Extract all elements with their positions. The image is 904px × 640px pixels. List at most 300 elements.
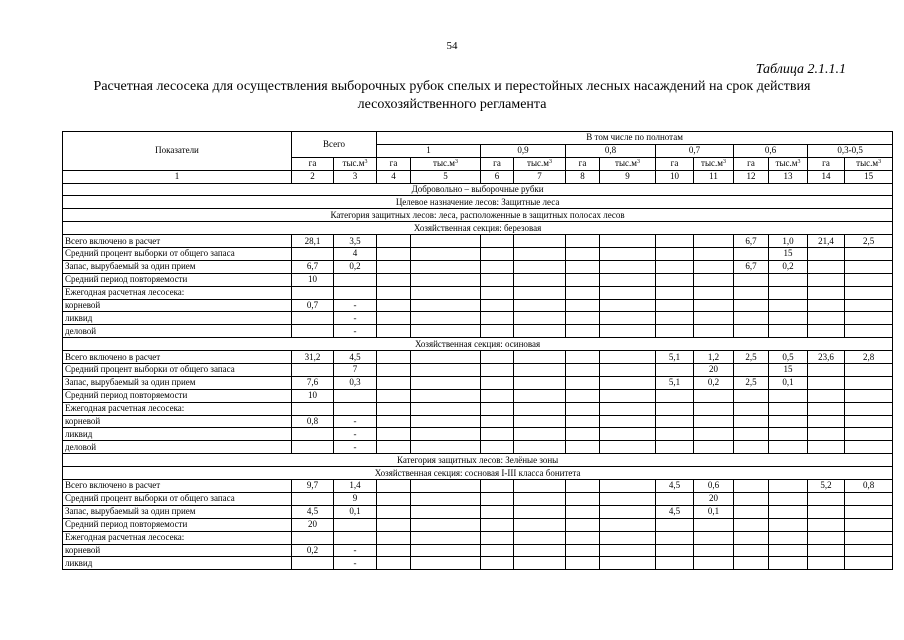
table-cell bbox=[566, 235, 600, 248]
table-cell bbox=[411, 415, 481, 428]
table-cell bbox=[694, 235, 734, 248]
table-cell bbox=[411, 505, 481, 518]
table-cell bbox=[514, 273, 566, 286]
table-cell bbox=[481, 415, 514, 428]
unit-volume-exponent: 3 bbox=[797, 159, 801, 166]
table-cell bbox=[292, 531, 334, 544]
table-cell bbox=[377, 492, 411, 505]
table-cell bbox=[566, 325, 600, 338]
table-cell: 5,2 bbox=[808, 480, 845, 493]
table-cell bbox=[514, 260, 566, 273]
table-row bbox=[63, 441, 893, 454]
header-unit-volume bbox=[514, 157, 566, 170]
table-cell: 3,5 bbox=[334, 235, 377, 248]
table-cell bbox=[656, 518, 694, 531]
header-unit-ha: га bbox=[292, 157, 334, 170]
header-unit-ha: га bbox=[808, 157, 845, 170]
table-cell bbox=[734, 312, 769, 325]
table-cell bbox=[481, 248, 514, 261]
table-cell: - bbox=[334, 312, 377, 325]
table-cell bbox=[514, 480, 566, 493]
header-unit-volume bbox=[769, 157, 808, 170]
table-cell bbox=[411, 248, 481, 261]
table-cell bbox=[566, 312, 600, 325]
table-cell: - bbox=[334, 415, 377, 428]
table-cell bbox=[734, 492, 769, 505]
table-cell bbox=[411, 325, 481, 338]
table-cell bbox=[566, 402, 600, 415]
table-cell bbox=[656, 544, 694, 557]
section-row bbox=[63, 222, 893, 235]
row-label: деловой bbox=[63, 325, 292, 338]
row-label: Всего включено в расчет bbox=[63, 235, 292, 248]
header-unit-volume bbox=[845, 157, 893, 170]
table-cell bbox=[808, 531, 845, 544]
table-cell bbox=[694, 518, 734, 531]
table-cell bbox=[377, 402, 411, 415]
row-label: Всего включено в расчет bbox=[63, 351, 292, 364]
table-cell: - bbox=[334, 441, 377, 454]
table-cell bbox=[377, 351, 411, 364]
table-cell bbox=[694, 402, 734, 415]
table-cell bbox=[600, 415, 656, 428]
table-cell: 9 bbox=[334, 492, 377, 505]
column-number: 12 bbox=[734, 170, 769, 183]
row-label: Всего включено в расчет bbox=[63, 480, 292, 493]
table-cell bbox=[600, 531, 656, 544]
table-cell bbox=[411, 518, 481, 531]
table-cell: 0,3 bbox=[334, 376, 377, 389]
table-cell bbox=[845, 544, 893, 557]
table-cell: 21,4 bbox=[808, 235, 845, 248]
table-cell bbox=[694, 531, 734, 544]
table-cell: 1,4 bbox=[334, 480, 377, 493]
row-label: ликвид bbox=[63, 557, 292, 570]
table-cell bbox=[600, 235, 656, 248]
table-cell bbox=[769, 441, 808, 454]
table-cell bbox=[808, 415, 845, 428]
table-cell bbox=[600, 376, 656, 389]
table-cell: 6,7 bbox=[734, 260, 769, 273]
table-cell: - bbox=[334, 544, 377, 557]
table-cell: 4,5 bbox=[656, 480, 694, 493]
table-cell bbox=[734, 518, 769, 531]
table-cell bbox=[377, 286, 411, 299]
table-cell bbox=[734, 402, 769, 415]
row-label: Ежегодная расчетная лесосека: bbox=[63, 531, 292, 544]
row-label: ликвид bbox=[63, 312, 292, 325]
header-density-2: 0,8 bbox=[566, 144, 656, 157]
table-cell bbox=[734, 273, 769, 286]
table-cell bbox=[566, 364, 600, 377]
table-cell bbox=[769, 557, 808, 570]
table-cell bbox=[377, 389, 411, 402]
table-cell bbox=[514, 415, 566, 428]
table-cell bbox=[734, 505, 769, 518]
table-cell bbox=[377, 544, 411, 557]
table-label: Таблица 2.1.1.1 bbox=[755, 62, 846, 77]
table-cell bbox=[481, 235, 514, 248]
table-cell: 2,8 bbox=[845, 351, 893, 364]
table-cell bbox=[734, 557, 769, 570]
header-unit-ha: га bbox=[656, 157, 694, 170]
table-cell bbox=[694, 557, 734, 570]
header-density-3: 0,7 bbox=[656, 144, 734, 157]
table-cell bbox=[481, 364, 514, 377]
table-row bbox=[63, 544, 893, 557]
table-cell bbox=[481, 389, 514, 402]
table-cell bbox=[514, 557, 566, 570]
table-cell bbox=[566, 441, 600, 454]
table-cell bbox=[514, 492, 566, 505]
table-cell: 0,1 bbox=[334, 505, 377, 518]
table-cell bbox=[694, 428, 734, 441]
table-cell bbox=[411, 441, 481, 454]
allowable-cut-table bbox=[62, 131, 893, 570]
section-row bbox=[63, 338, 893, 351]
row-label: корневой bbox=[63, 415, 292, 428]
table-cell bbox=[514, 248, 566, 261]
table-cell bbox=[845, 557, 893, 570]
table-cell bbox=[694, 273, 734, 286]
table-cell bbox=[481, 286, 514, 299]
table-cell bbox=[600, 325, 656, 338]
table-cell bbox=[481, 557, 514, 570]
table-cell bbox=[481, 299, 514, 312]
table-cell: 0,1 bbox=[694, 505, 734, 518]
table-cell bbox=[292, 312, 334, 325]
row-label: Ежегодная расчетная лесосека: bbox=[63, 286, 292, 299]
table-cell bbox=[845, 428, 893, 441]
table-cell bbox=[566, 428, 600, 441]
table-cell bbox=[334, 518, 377, 531]
table-cell bbox=[845, 364, 893, 377]
column-number: 10 bbox=[656, 170, 694, 183]
row-label: Средний период повторяемости bbox=[63, 389, 292, 402]
table-cell bbox=[377, 415, 411, 428]
table-cell bbox=[377, 557, 411, 570]
table-cell bbox=[656, 441, 694, 454]
row-label: Средний процент выборки от общего запаса bbox=[63, 364, 292, 377]
header-density-0: 1 bbox=[377, 144, 481, 157]
table-cell bbox=[769, 492, 808, 505]
table-cell bbox=[845, 286, 893, 299]
column-number: 15 bbox=[845, 170, 893, 183]
table-cell bbox=[656, 402, 694, 415]
table-row bbox=[63, 351, 893, 364]
table-cell bbox=[411, 428, 481, 441]
header-unit-volume bbox=[411, 157, 481, 170]
table-cell: 23,6 bbox=[808, 351, 845, 364]
table-cell: 5,1 bbox=[656, 376, 694, 389]
table-cell bbox=[734, 428, 769, 441]
table-cell bbox=[566, 299, 600, 312]
table-cell: - bbox=[334, 428, 377, 441]
table-cell: 2,5 bbox=[734, 376, 769, 389]
table-cell bbox=[734, 441, 769, 454]
table-cell bbox=[656, 325, 694, 338]
row-label: деловой bbox=[63, 441, 292, 454]
table-cell bbox=[769, 389, 808, 402]
table-cell bbox=[514, 376, 566, 389]
section-title: Хозяйственная секция: сосновая I-III класса бонитета bbox=[63, 467, 893, 480]
header-row-column-numbers bbox=[63, 170, 893, 183]
table-row bbox=[63, 428, 893, 441]
table-cell: 0,5 bbox=[769, 351, 808, 364]
table-row bbox=[63, 389, 893, 402]
table-cell bbox=[694, 389, 734, 402]
table-cell: 5,1 bbox=[656, 351, 694, 364]
table-cell bbox=[769, 325, 808, 338]
header-density-1: 0,9 bbox=[481, 144, 566, 157]
table-cell bbox=[845, 531, 893, 544]
table-cell bbox=[377, 299, 411, 312]
table-cell bbox=[411, 492, 481, 505]
table-title: Расчетная лесосека для осуществления выборочных рубок спелых и перестойных лесных насаждений на срок действия лесохозяйственного регламента bbox=[93, 79, 811, 112]
table-cell bbox=[808, 544, 845, 557]
table-cell bbox=[656, 364, 694, 377]
table-cell: 4,5 bbox=[292, 505, 334, 518]
table-cell: 4,5 bbox=[656, 505, 694, 518]
table-cell bbox=[377, 428, 411, 441]
table-cell bbox=[734, 544, 769, 557]
table-cell bbox=[481, 518, 514, 531]
column-number: 7 bbox=[514, 170, 566, 183]
table-cell bbox=[377, 325, 411, 338]
table-cell bbox=[694, 544, 734, 557]
section-row bbox=[63, 209, 893, 222]
table-cell: - bbox=[334, 557, 377, 570]
column-number: 9 bbox=[600, 170, 656, 183]
table-cell: 28,1 bbox=[292, 235, 334, 248]
table-cell bbox=[769, 402, 808, 415]
section-row bbox=[63, 454, 893, 467]
table-row bbox=[63, 235, 893, 248]
column-number: 14 bbox=[808, 170, 845, 183]
table-cell: 0,2 bbox=[694, 376, 734, 389]
table-cell bbox=[566, 260, 600, 273]
table-cell: 9,7 bbox=[292, 480, 334, 493]
table-cell: 4,5 bbox=[334, 351, 377, 364]
row-label: Запас, вырубаемый за один прием bbox=[63, 376, 292, 389]
table-cell bbox=[769, 428, 808, 441]
table-cell bbox=[656, 428, 694, 441]
table-cell bbox=[808, 492, 845, 505]
unit-volume-exponent: 3 bbox=[548, 159, 552, 166]
table-cell bbox=[656, 415, 694, 428]
table-cell bbox=[566, 273, 600, 286]
table-cell bbox=[600, 312, 656, 325]
table-row bbox=[63, 531, 893, 544]
table-cell bbox=[656, 492, 694, 505]
table-row bbox=[63, 415, 893, 428]
table-cell bbox=[514, 235, 566, 248]
table-cell bbox=[600, 273, 656, 286]
table-cell bbox=[377, 441, 411, 454]
table-cell bbox=[481, 544, 514, 557]
table-cell bbox=[292, 364, 334, 377]
unit-volume-text: тыс.м bbox=[433, 158, 455, 169]
table-cell bbox=[845, 402, 893, 415]
section-row bbox=[63, 196, 893, 209]
table-cell bbox=[769, 312, 808, 325]
table-cell bbox=[334, 402, 377, 415]
table-cell bbox=[481, 505, 514, 518]
table-cell bbox=[377, 518, 411, 531]
table-cell: 20 bbox=[694, 364, 734, 377]
table-body bbox=[63, 132, 893, 570]
table-cell bbox=[514, 505, 566, 518]
table-cell bbox=[656, 299, 694, 312]
table-cell bbox=[411, 299, 481, 312]
row-label: Ежегодная расчетная лесосека: bbox=[63, 402, 292, 415]
table-row bbox=[63, 286, 893, 299]
table-cell bbox=[734, 286, 769, 299]
table-cell bbox=[845, 273, 893, 286]
table-cell bbox=[377, 480, 411, 493]
table-cell: 0,6 bbox=[694, 480, 734, 493]
table-cell bbox=[411, 389, 481, 402]
table-cell bbox=[411, 286, 481, 299]
table-cell bbox=[769, 273, 808, 286]
table-cell bbox=[734, 364, 769, 377]
column-number: 2 bbox=[292, 170, 334, 183]
column-number: 1 bbox=[63, 170, 292, 183]
table-cell bbox=[734, 415, 769, 428]
table-cell bbox=[566, 248, 600, 261]
table-cell bbox=[600, 428, 656, 441]
table-cell bbox=[808, 389, 845, 402]
table-cell bbox=[734, 248, 769, 261]
table-cell bbox=[566, 531, 600, 544]
header-unit-volume bbox=[600, 157, 656, 170]
unit-volume-text: тыс.м bbox=[615, 158, 637, 169]
table-cell bbox=[656, 235, 694, 248]
table-row bbox=[63, 480, 893, 493]
table-cell bbox=[600, 544, 656, 557]
table-row bbox=[63, 557, 893, 570]
table-row bbox=[63, 248, 893, 261]
header-unit-volume bbox=[694, 157, 734, 170]
table-cell bbox=[808, 364, 845, 377]
table-cell: - bbox=[334, 325, 377, 338]
table-row bbox=[63, 273, 893, 286]
table-cell bbox=[808, 402, 845, 415]
header-unit-ha: га bbox=[734, 157, 769, 170]
table-cell: 15 bbox=[769, 248, 808, 261]
unit-volume-exponent: 3 bbox=[878, 159, 882, 166]
table-cell bbox=[411, 351, 481, 364]
table-cell bbox=[734, 389, 769, 402]
section-title: Категория защитных лесов: Зелёные зоны bbox=[63, 454, 893, 467]
row-label: Запас, вырубаемый за один прием bbox=[63, 505, 292, 518]
table-cell bbox=[481, 492, 514, 505]
table-cell bbox=[694, 312, 734, 325]
table-cell bbox=[769, 544, 808, 557]
table-cell bbox=[845, 376, 893, 389]
table-cell bbox=[600, 480, 656, 493]
table-cell bbox=[292, 325, 334, 338]
table-cell bbox=[411, 557, 481, 570]
table-cell bbox=[845, 389, 893, 402]
column-number: 5 bbox=[411, 170, 481, 183]
table-cell bbox=[845, 312, 893, 325]
table-cell bbox=[566, 351, 600, 364]
table-cell bbox=[514, 351, 566, 364]
table-cell bbox=[481, 376, 514, 389]
table-cell bbox=[566, 389, 600, 402]
table-row bbox=[63, 376, 893, 389]
section-title: Добровольно – выборочные рубки bbox=[63, 183, 893, 196]
table-cell bbox=[334, 531, 377, 544]
table-cell: 1,2 bbox=[694, 351, 734, 364]
header-unit-ha: га bbox=[481, 157, 514, 170]
row-label: корневой bbox=[63, 299, 292, 312]
table-cell bbox=[734, 299, 769, 312]
table-cell: 15 bbox=[769, 364, 808, 377]
section-title: Хозяйственная секция: осиновая bbox=[63, 338, 893, 351]
table-cell bbox=[411, 376, 481, 389]
table-cell bbox=[600, 557, 656, 570]
table-cell bbox=[600, 389, 656, 402]
table-cell bbox=[566, 480, 600, 493]
table-cell bbox=[656, 260, 694, 273]
table-cell bbox=[514, 518, 566, 531]
table-cell bbox=[566, 557, 600, 570]
table-row bbox=[63, 492, 893, 505]
header-by-density: В том числе по полнотам bbox=[377, 132, 893, 145]
header-total: Всего bbox=[292, 132, 377, 158]
header-density-4: 0,6 bbox=[734, 144, 808, 157]
table-cell bbox=[808, 376, 845, 389]
section-title: Хозяйственная секция: березовая bbox=[63, 222, 893, 235]
table-cell bbox=[769, 286, 808, 299]
unit-volume-text: тыс.м bbox=[701, 158, 723, 169]
table-cell bbox=[808, 441, 845, 454]
header-unit-ha: га bbox=[377, 157, 411, 170]
table-cell bbox=[769, 299, 808, 312]
table-cell bbox=[808, 518, 845, 531]
page-number: 54 bbox=[446, 40, 458, 52]
table-cell bbox=[566, 544, 600, 557]
unit-volume-exponent: 3 bbox=[722, 159, 726, 166]
unit-volume-exponent: 3 bbox=[636, 159, 640, 166]
table-cell bbox=[514, 286, 566, 299]
table-cell bbox=[566, 415, 600, 428]
column-number: 11 bbox=[694, 170, 734, 183]
table-cell bbox=[377, 531, 411, 544]
table-cell bbox=[600, 518, 656, 531]
section-title: Целевое назначение лесов: Защитные леса bbox=[63, 196, 893, 209]
row-label: ликвид bbox=[63, 428, 292, 441]
table-cell bbox=[566, 518, 600, 531]
table-cell bbox=[514, 312, 566, 325]
table-cell bbox=[411, 273, 481, 286]
table-cell bbox=[481, 273, 514, 286]
table-cell bbox=[411, 544, 481, 557]
table-cell bbox=[808, 428, 845, 441]
table-cell bbox=[600, 248, 656, 261]
table-cell bbox=[808, 299, 845, 312]
table-cell bbox=[514, 428, 566, 441]
section-title: Категория защитных лесов: леса, расположенные в защитных полосах лесов bbox=[63, 209, 893, 222]
table-cell bbox=[481, 260, 514, 273]
table-cell bbox=[566, 505, 600, 518]
table-cell bbox=[656, 531, 694, 544]
table-cell bbox=[808, 505, 845, 518]
table-cell bbox=[292, 286, 334, 299]
table-cell bbox=[292, 248, 334, 261]
